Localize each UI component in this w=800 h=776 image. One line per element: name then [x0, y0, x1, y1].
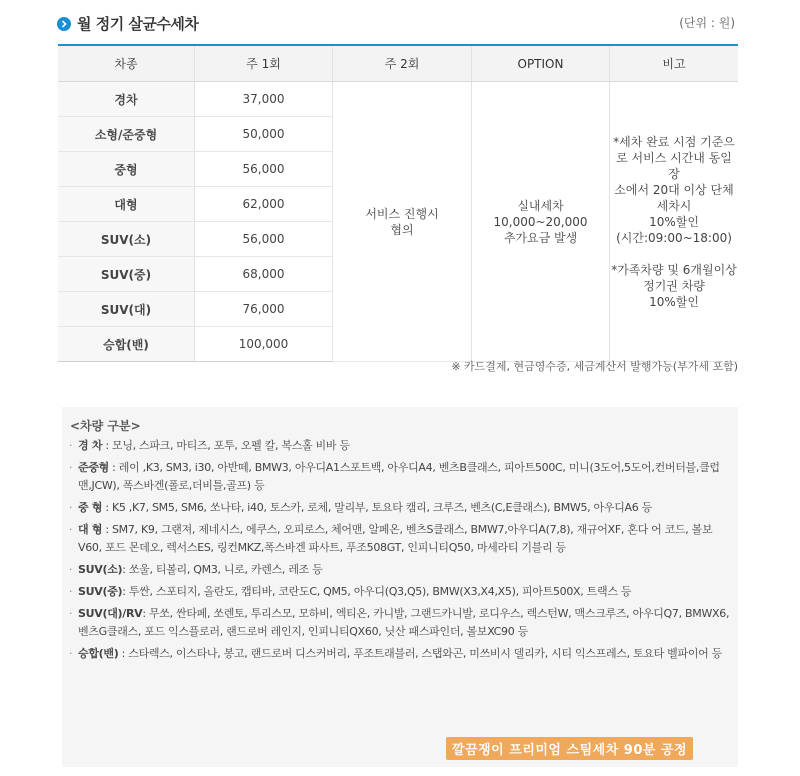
option-line: 10,000~20,000 [493, 214, 588, 229]
class-label: 준중형 [78, 461, 109, 474]
remark-line: 10%할인 [649, 294, 699, 309]
price-cell: 56,000 [195, 222, 333, 257]
car-type-cell: SUV(중) [58, 257, 195, 292]
chevron-right-icon [57, 17, 71, 31]
list-item [68, 645, 730, 663]
bullet-icon: · [69, 461, 73, 474]
table-row [58, 82, 738, 117]
class-text: : 쏘울, 티볼리, QM3, 니로, 카렌스, 레조 등 [122, 563, 323, 576]
bullet-icon: · [69, 523, 73, 536]
unit-note: (단위 : 원) [679, 16, 735, 30]
list-item [68, 437, 730, 455]
twice-line: 서비스 진행시 [365, 206, 439, 221]
bullet-icon: · [69, 647, 73, 660]
car-type-cell: 중형 [58, 152, 195, 187]
bullet-icon: · [69, 585, 73, 598]
price-cell: 56,000 [195, 152, 333, 187]
price-cell: 76,000 [195, 292, 333, 327]
remarks-cell [610, 82, 739, 362]
bullet-icon: · [69, 563, 73, 576]
car-type-cell: 승합(밴) [58, 327, 195, 362]
car-type-cell: 경차 [58, 82, 195, 117]
list-item [68, 605, 730, 641]
price-cell: 68,000 [195, 257, 333, 292]
bullet-icon: · [69, 607, 73, 620]
car-type-cell: 소형/준중형 [58, 117, 195, 152]
twice-line: 협의 [390, 222, 414, 237]
remark-spacer [611, 246, 737, 262]
class-text: : K5 ,K7, SM5, SM6, 쏘나타, i40, 토스카, 로체, 말리부, 토요타 캠리, 크루즈, 벤츠(C,E클래스), BMW5, 아우디A6 등 [102, 501, 652, 514]
remark-line: 정기권 차량 [643, 278, 705, 293]
bullet-icon: · [69, 501, 73, 514]
option-line: 실내세차 [517, 198, 564, 213]
column-header-weekly-once: 주 1회 [195, 45, 333, 82]
classification-box [62, 407, 738, 767]
table-header-row [58, 45, 738, 82]
bullet-icon: · [69, 439, 73, 452]
column-header-option: OPTION [472, 45, 610, 82]
price-table [58, 44, 738, 362]
list-item [68, 521, 730, 557]
twice-weekly-cell [333, 82, 472, 362]
class-text: : 모닝, 스파크, 마티즈, 포투, 오펠 칼, 복스홀 비바 등 [102, 439, 350, 452]
class-text: : 투싼, 스포티지, 올란도, 캡티바, 코란도C, QM5, 아우디(Q3,Q5), BMW(X3,X4,X5), 피아트500X, 트랙스 등 [122, 585, 632, 598]
class-label: 승합(밴) [78, 647, 119, 660]
class-text: : SM7, K9, 그랜져, 제네시스, 에쿠스, 오피로스, 체어맨, 알페온, 벤츠S클래스, BMW7,아우디A(7,8), 재규어XF, 혼다 어 코드, 볼보V60, 포드 몬데오, 렉서스ES, 링컨MKZ,폭스바겐 파사트, 푸조508GT, 인피니티Q50, 마세라티 기블리 등 [78, 523, 713, 554]
column-header-car: 차종 [58, 45, 195, 82]
car-type-cell: 대형 [58, 187, 195, 222]
payment-note: ※ 카드결제, 현금영수증, 세금계산서 발행가능(부가세 포함) [451, 360, 738, 373]
list-item [68, 583, 730, 601]
list-item [68, 459, 730, 495]
price-cell: 50,000 [195, 117, 333, 152]
class-text: : 스타렉스, 이스타나, 봉고, 랜드로버 디스커버리, 푸조트래블러, 스탭와곤, 미쓰비시 델리카, 시티 익스프레스, 토요타 벨파이어 등 [118, 647, 722, 660]
column-header-weekly-twice: 주 2회 [333, 45, 472, 82]
classification-list [68, 437, 730, 667]
price-cell: 62,000 [195, 187, 333, 222]
option-cell [472, 82, 610, 362]
remark-line: *세차 완료 시점 기준으 [613, 134, 735, 149]
promo-banner: 깔끔쟁이 프리미엄 스팀세차 90분 공정 [446, 737, 693, 760]
section-header [57, 8, 738, 38]
class-label: SUV(대)/RV [78, 607, 143, 620]
remark-line: *가족차량 및 6개월이상 [611, 262, 737, 277]
list-item [68, 561, 730, 579]
remark-line: (시간:09:00~18:00) [616, 230, 732, 245]
class-label: SUV(소) [78, 563, 123, 576]
class-label: 경 차 [78, 439, 103, 452]
remark-line: 소에서 20대 이상 단체 [614, 182, 734, 197]
page-title: 월 정기 살균수세차 [77, 15, 199, 33]
column-header-remarks: 비고 [610, 45, 739, 82]
car-type-cell: SUV(대) [58, 292, 195, 327]
car-type-cell: SUV(소) [58, 222, 195, 257]
remark-line: 로 서비스 시간내 동일 장 [616, 150, 732, 181]
option-line: 추가요금 발생 [503, 230, 578, 245]
class-label: SUV(중) [78, 585, 123, 598]
list-item [68, 499, 730, 517]
price-cell: 37,000 [195, 82, 333, 117]
class-label: 중 형 [78, 501, 103, 514]
remark-line: 세차시 [656, 198, 692, 213]
class-label: 대 형 [78, 523, 103, 536]
classification-title: <차량 구분> [70, 419, 141, 433]
title-wrap [57, 13, 198, 34]
class-text: : 레이 ,K3, SM3, i30, 아반떼, BMW3, 아우디A1스포트백, 아우디A4, 벤츠B클래스, 피아트500C, 미니(3도어,5도어,컨버터블,클럽맨,JCW), 폭스바겐(폴로,더비틀,골프) 등 [78, 461, 720, 492]
class-text: : 무쏘, 싼타페, 쏘렌토, 투리스모, 모하비, 엑티온, 카니발, 그랜드카니발, 로디우스, 렉스턴W, 맥스크루즈, 아우디Q7, BMWX6, 벤츠G클래스, 포드 익스플로러, 랜드로버 레인지, 인피니티QX60, 닛산 패스파인더, 볼보XC90 등 [78, 607, 730, 638]
price-cell: 100,000 [195, 327, 333, 362]
remark-line: 10%할인 [649, 214, 699, 229]
